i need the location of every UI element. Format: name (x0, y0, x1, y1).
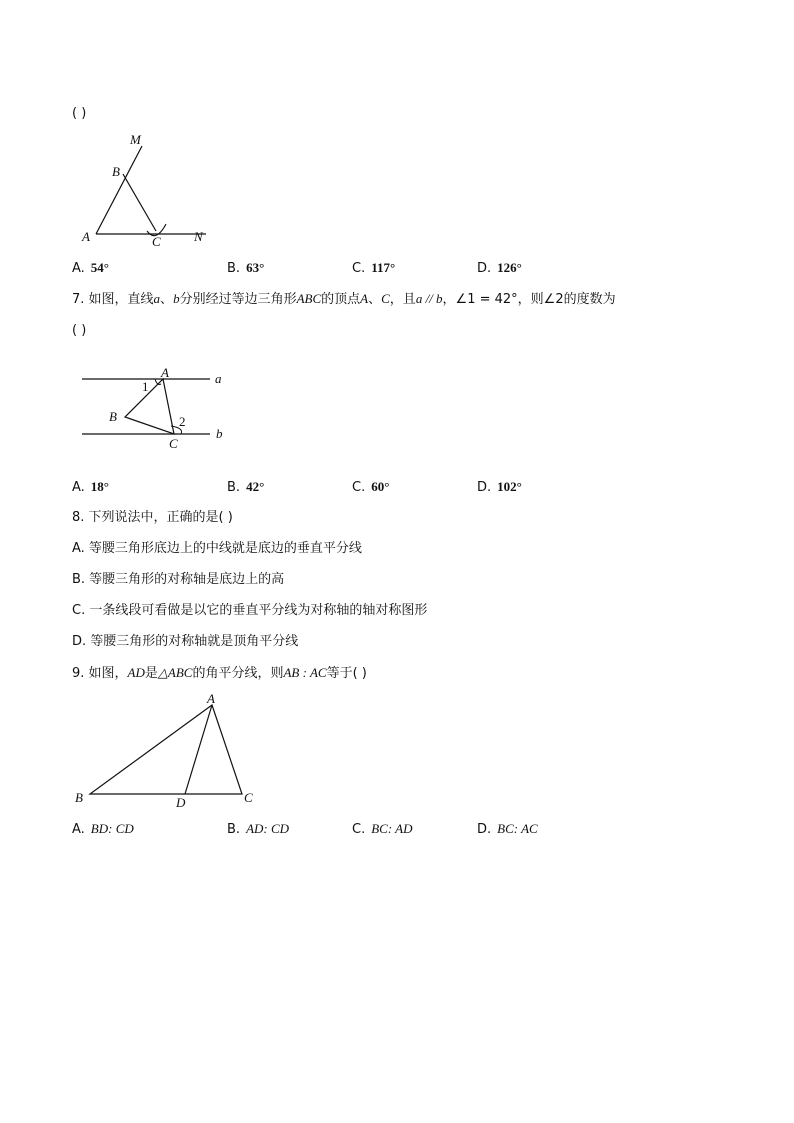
q6-answer-bracket: ( ) (72, 106, 87, 121)
q7-label-line-a: a (215, 371, 222, 386)
q9-label-d: D (176, 795, 186, 810)
q8-choice-c[interactable]: C. 一条线段可看做是以它的垂直平分线为对称轴的轴对称图形 (72, 603, 428, 618)
q7-parallel-lines-figure (74, 362, 234, 454)
q7-options (72, 479, 712, 497)
q8-stem: 8. 下列说法中，正确的是( ) (72, 510, 233, 525)
q6-line-bc (123, 174, 156, 231)
q9-option-b[interactable]: B. AD: CD (227, 821, 290, 837)
q7-option-d[interactable]: D. 102° (477, 479, 522, 495)
q6-option-d[interactable]: D. 126° (477, 260, 522, 276)
q6-option-b[interactable]: B. 63° (227, 260, 265, 276)
q9-option-c[interactable]: C. BC: AD (352, 821, 413, 837)
q8-choice-a[interactable]: A. 等腰三角形底边上的中线就是底边的垂直平分线 (72, 541, 362, 556)
q7-option-c[interactable]: C. 60° (352, 479, 390, 495)
q9-stem: 9. 如图，AD是△ABC的角平分线，则AB : AC等于( ) (72, 665, 367, 681)
q6-label-n: N (194, 229, 203, 244)
q9-label-a: A (207, 691, 215, 706)
q9-bisector-ad (185, 705, 212, 794)
q6-line-am (96, 146, 142, 234)
q7-stem: 7. 如图，直线a、b分别经过等边三角形ABC的顶点A、C，且a // b，∠1 = 42°，则∠2的度数为 (72, 291, 616, 307)
q7-triangle-abc (125, 379, 174, 434)
q9-option-a[interactable]: A. BD: CD (72, 821, 134, 837)
q7-option-a[interactable]: A. 18° (72, 479, 109, 495)
q9-label-c: C (244, 790, 253, 805)
q6-option-a[interactable]: A. 54° (72, 260, 109, 276)
q9-options (72, 821, 712, 839)
q6-label-c: C (152, 234, 161, 249)
q6-label-b: B (112, 164, 120, 179)
q6-label-m: M (130, 132, 141, 147)
q9-triangle-abc (90, 705, 242, 794)
q7-label-angle2: 2 (179, 414, 186, 429)
q7-label-b-vertex: B (109, 409, 117, 424)
q7-option-b[interactable]: B. 42° (227, 479, 265, 495)
q7-label-line-b: b (216, 426, 223, 441)
q6-option-c[interactable]: C. 117° (352, 260, 396, 276)
q8-choice-d[interactable]: D. 等腰三角形的对称轴就是顶角平分线 (72, 634, 299, 649)
q6-label-a: A (82, 229, 90, 244)
q7-label-angle1: 1 (142, 379, 149, 394)
q7-label-c-vertex: C (169, 436, 178, 451)
q7-answer-bracket: ( ) (72, 323, 87, 338)
q6-options (72, 260, 712, 278)
q9-option-d[interactable]: D. BC: AC (477, 821, 538, 837)
q7-label-a-vertex: A (161, 365, 169, 380)
q9-triangle-figure (70, 690, 270, 812)
q6-triangle-figure (70, 128, 220, 250)
q8-choice-b[interactable]: B. 等腰三角形的对称轴是底边上的高 (72, 572, 285, 587)
q9-label-b: B (75, 790, 83, 805)
